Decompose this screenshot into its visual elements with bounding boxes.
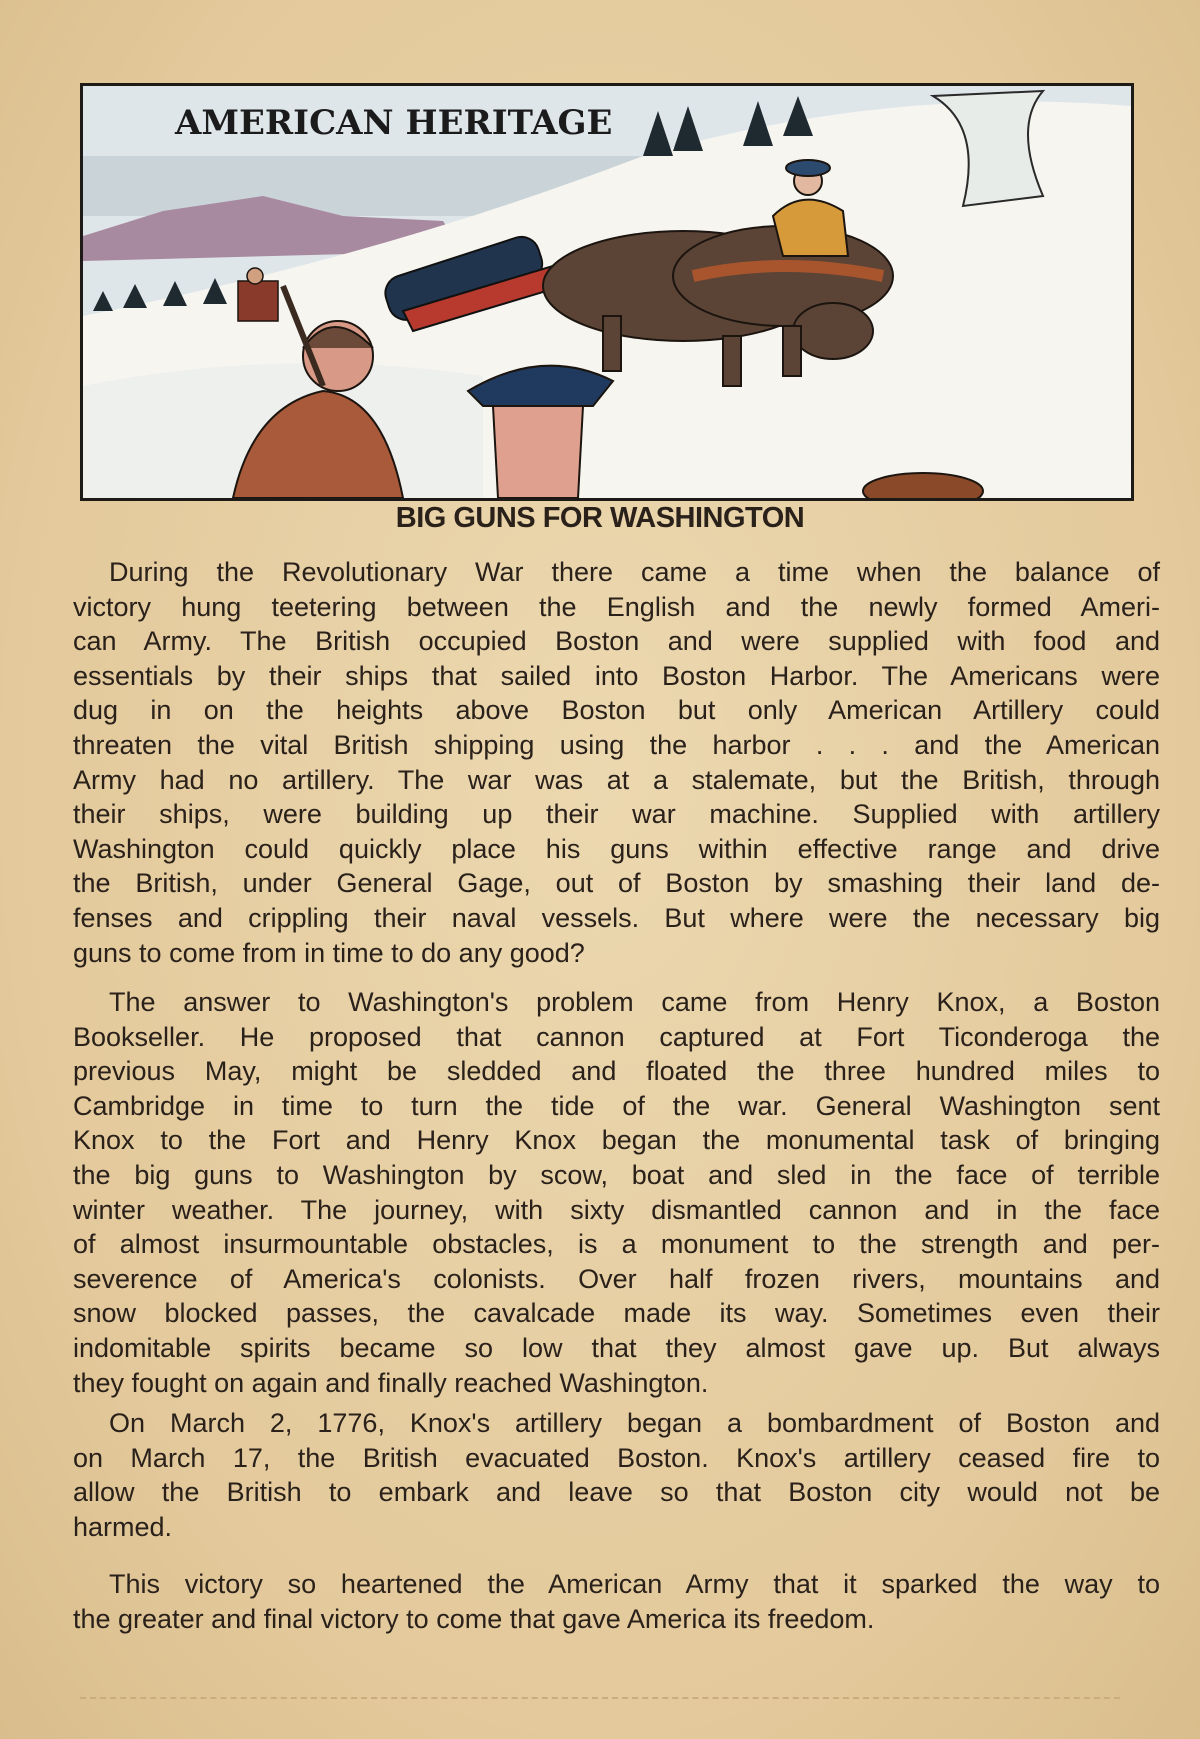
text-line: severence of America's colonists. Over half frozen rivers, mountains and (73, 1263, 1160, 1294)
text-line: can Army. The British occupied Boston and were supplied with food and (73, 626, 1160, 657)
text-line: the greater and final victory to come that gave America its freedom. (73, 1603, 875, 1634)
text-line: dug in on the heights above Boston but only American Artillery could (73, 695, 1160, 726)
text-line: fenses and crippling their naval vessels. But where were the necessary big (73, 902, 1160, 933)
text-line: Bookseller. He proposed that cannon captured at Fort Ticonderoga the (73, 1021, 1160, 1052)
paragraph (73, 1406, 1160, 1544)
paragraph (73, 1567, 1160, 1636)
text-line: Knox to the Fort and Henry Knox began the monumental task of bringing (73, 1125, 1160, 1156)
text-line: of almost insurmountable obstacles, is a monument to the strength and per- (73, 1229, 1160, 1260)
american-heritage-logo: AMERICAN HERITAGE (175, 103, 613, 143)
text-line: Army had no artillery. The war was at a stalemate, but the British, through (73, 764, 1160, 795)
text-line: threaten the vital British shipping using the harbor . . . and the American (73, 729, 1160, 760)
paragraph (73, 555, 1160, 970)
text-line: winter weather. The journey, with sixty dismantled cannon and in the face (73, 1194, 1160, 1225)
text-line: harmed. (73, 1511, 173, 1542)
text-line: allow the British to embark and leave so that Boston city would not be (73, 1477, 1160, 1508)
text-line: the big guns to Washington by scow, boat and sled in the face of terrible (73, 1159, 1160, 1190)
text-line: On March 2, 1776, Knox's artillery began a bombardment of Boston and (109, 1408, 1160, 1438)
article-title: BIG GUNS FOR WASHINGTON (395, 502, 805, 534)
text-line: Cambridge in time to turn the tide of the war. General Washington sent (73, 1090, 1160, 1121)
illustration-panel (80, 83, 1134, 501)
text-line: The answer to Washington's problem came from Henry Knox, a Boston (109, 987, 1160, 1017)
text-line: Washington could quickly place his guns within effective range and drive (73, 833, 1160, 864)
text-line: essentials by their ships that sailed into Boston Harbor. The Americans were (73, 660, 1160, 691)
text-line: on March 17, the British evacuated Boston. Knox's artillery ceased fire to (73, 1442, 1160, 1473)
text-line: This victory so heartened the American Army that it sparked the way to (109, 1569, 1160, 1599)
text-line: indomitable spirits became so low that they almost gave up. But always (73, 1332, 1160, 1363)
paragraph (73, 985, 1160, 1400)
text-line: the British, under General Gage, out of Boston by smashing their land de- (73, 868, 1160, 899)
text-line: they fought on again and finally reached Washington. (73, 1367, 709, 1398)
text-line: snow blocked passes, the cavalcade made its way. Sometimes even their (73, 1298, 1160, 1329)
text-line: During the Revolutionary War there came a time when the balance of (109, 557, 1160, 587)
text-line: guns to come from in time to do any good? (73, 937, 585, 968)
bottom-divider (80, 1697, 1120, 1699)
text-line: their ships, were building up their war machine. Supplied with artillery (73, 799, 1160, 830)
winter-cannon-sled-illustration (83, 86, 1131, 498)
text-line: previous May, might be sledded and floated the three hundred miles to (73, 1056, 1160, 1087)
text-line: victory hung teetering between the English and the newly formed Ameri- (73, 591, 1160, 622)
